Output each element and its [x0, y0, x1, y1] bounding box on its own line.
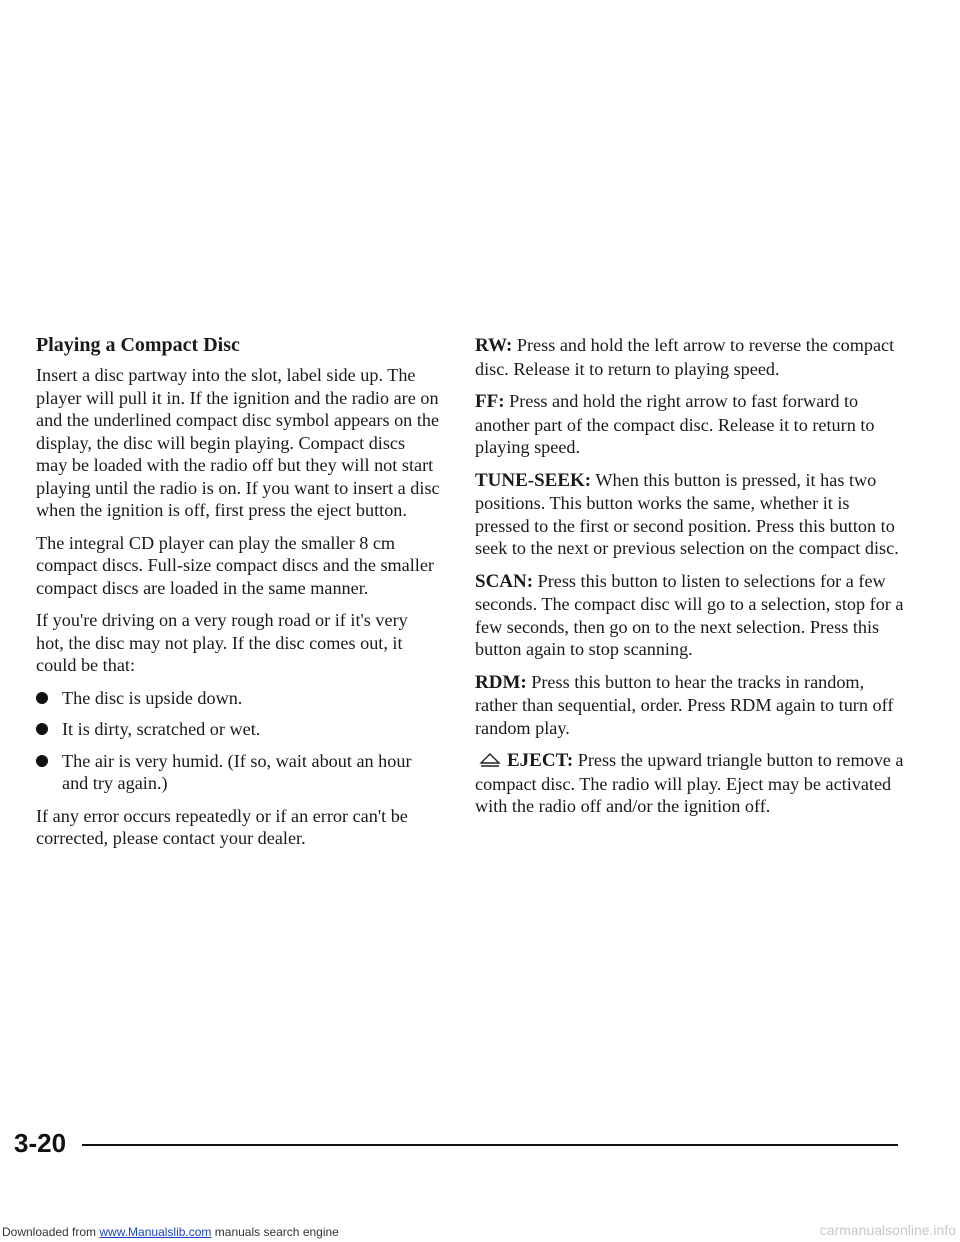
eject-entry [475, 749, 905, 818]
download-footer [2, 1225, 339, 1239]
page-number: 3-20 [14, 1128, 67, 1158]
tune-seek-text: When this button is pressed, it has two positions. This button works the same, whether it is pressed to the first or second position. Press this button to seek to the next or previous selection on the compact disc. [475, 469, 899, 558]
bullet-item [36, 687, 440, 710]
bullet-list [36, 687, 440, 795]
eject-icon [479, 753, 501, 767]
bullet-item [36, 750, 440, 795]
bullet-icon [36, 723, 48, 735]
rw-text: Press and hold the left arrow to reverse the compact disc. Release it to return to playing speed. [475, 335, 895, 379]
bullet-item [36, 718, 440, 741]
section-heading: Playing a Compact Disc [36, 334, 240, 356]
tune-seek-entry [475, 469, 905, 560]
rw-term: RW: [475, 335, 513, 356]
scan-term: SCAN: [475, 570, 534, 592]
eject-text: Press the upward triangle button to remove a compact disc. The radio will play. Eject may be activated with the radio off and/or the ignition off. [475, 750, 904, 816]
paragraph-contact-dealer: If any error occurs repeatedly or if an error can't be corrected, please contact your dealer. [36, 805, 408, 848]
footer-prefix: Downloaded from [2, 1225, 100, 1239]
rdm-term: RDM: [475, 671, 527, 693]
rdm-text: Press this button to hear the tracks in random, rather than sequential, order. Press RDM again to turn off random play. [475, 671, 894, 738]
bullet-text: It is dirty, scratched or wet. [62, 719, 261, 739]
paragraph-integral-cd: The integral CD player can play the smaller 8 cm compact discs. Full-size compact discs and the smaller compact discs are loaded in the same manner. [36, 532, 434, 598]
bullet-text: The air is very humid. (If so, wait about an hour and try again.) [62, 750, 412, 793]
scan-text: Press this button to listen to selections for a few seconds. The compact disc will go to a selection, stop for a few seconds, then go on to the next selection. Press this button again to stop scanning. [475, 570, 904, 659]
paragraph-insert-disc: Insert a disc partway into the slot, label side up. The player will pull it in. If the ignition and the radio are on and the underlined compact disc symbol appears on the display, the disc will begin playing. Compact discs may be loaded with the radio off but they will not start playing until the radio is on. If you want to insert a disc when the ignition is off, first press the eject button. [36, 365, 440, 520]
ff-term: FF: [475, 391, 505, 412]
bullet-text: The disc is upside down. [62, 687, 243, 708]
bullet-icon [36, 692, 48, 704]
footer-suffix: manuals search engine [211, 1225, 339, 1239]
rw-entry [475, 334, 905, 380]
ff-entry [475, 390, 905, 459]
rdm-entry [475, 671, 905, 740]
tune-seek-term: TUNE-SEEK: [475, 469, 592, 491]
eject-term: EJECT: [507, 750, 574, 771]
footer-rule [82, 1144, 898, 1146]
left-column [36, 334, 440, 860]
manualslib-link[interactable]: www.Manualslib.com [99, 1225, 212, 1239]
watermark-text: carmanualsonline.info [819, 1222, 956, 1238]
ff-text: Press and hold the right arrow to fast forward to another part of the compact disc. Release it to return to playing speed. [475, 391, 875, 457]
right-column [475, 334, 905, 828]
paragraph-rough-road: If you're driving on a very rough road or if it's very hot, the disc may not play. If the disc comes out, it could be that: [36, 610, 408, 675]
bullet-icon [36, 755, 48, 767]
scan-entry [475, 570, 905, 661]
